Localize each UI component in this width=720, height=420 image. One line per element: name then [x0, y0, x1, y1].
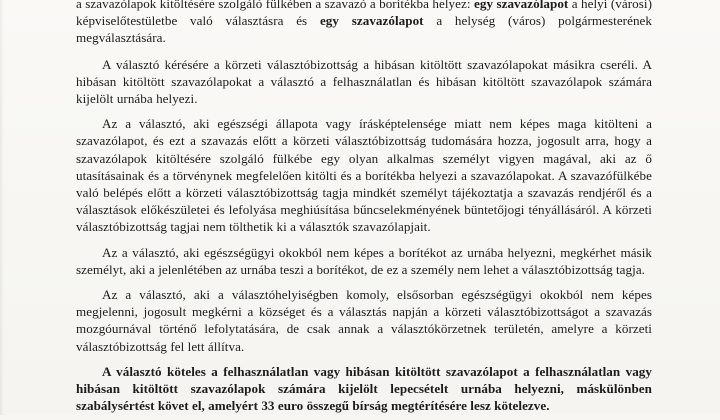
p1-bold-b: egy szavazólapot: [319, 13, 424, 29]
paragraph-envelope-assistance: Az a választó, aki egészségügyi okokból nem képes a borítékot az urnába helyezni, megkérhet másik személyt, aki a jelenlétében az urnába teszi a borítékot, de ez a személy nem lehet a választóbizottság tagja.: [76, 244, 652, 277]
scan-edge: [0, 0, 4, 415]
paragraph-mobile-ballot-box: Az a választó, aki a választóhelyiségben komoly, elsősorban egészségügyi okokból nem képes megjelenni, jogosult megkérni a községet és a választás napján a körzeti választóbizottságot a szavazás mozgóurnával történő lefolytatására, de csak annak a választókörzetnek területén, amelyre a körzeti választóbizottság fel lett állítva.: [76, 287, 652, 354]
paragraph-penalty-notice: A választó köteles a felhasználatlan vagy hibásan kitöltött szavazólapot a felhasználatlan vagy hibásan kitöltött szavazólapok számára kijelölt lepecsételt urnába helyezni, máskülönben szabálysértést követ el, amelyért 33 euro összegű bírság megtérítésére lesz kötelezve.: [76, 363, 652, 414]
p1-bold-a: egy szavazólapot: [473, 0, 569, 11]
p1-text-a: a szavazólapok kitöltésére szolgáló fülkében a szavazó a borítékba helyez:: [76, 0, 474, 11]
p1-text-b: a helyi: [568, 0, 608, 11]
p1-text-d: a helység (város) polgármesterének megválasztására.: [76, 13, 653, 46]
paragraph-ballot-envelope: [76, 0, 652, 47]
paragraph-assisted-voting: Az a választó, aki egészségi állapota vagy írásképtelensége miatt nem képes maga kitölteni a szavazólapot, és ezt a szavazás előtt a körzeti választóbizottság tudomására hozza, jogosult arra, hogy a szavazólapok kitöltésére szolgáló fülkébe egy olyan alkalmas személyt vigyen magával, aki az ő utasításainak és a törvénynek megfelelően kitölti és a borítékba helyezi a szavazólapokat. A szavazófülkébe való belépés előtt a körzeti választóbizottság tagja mindkét személyt tájékoztatja a szavazás rendjéről és a választások előkészületei és lefolyása meghiúsítása bűncselekményének büntetőjogi tényállásáról. A körzeti választóbizottság tagjai nem tölthetik ki a választók szavazólapjait.: [76, 116, 652, 235]
p1-text-c: (városi) képviselőtestületbe való választásra és: [76, 0, 653, 29]
paragraph-ballot-replacement: A választó kérésére a körzeti választóbizottság a hibásan kitöltött szavazólapokat másikra cseréli. A hibásan kitöltött szavazólapokat a választó a felhasználatlan és hibásan kitöltött szavazólapok számára kijelölt urnába helyezi.: [76, 56, 652, 107]
